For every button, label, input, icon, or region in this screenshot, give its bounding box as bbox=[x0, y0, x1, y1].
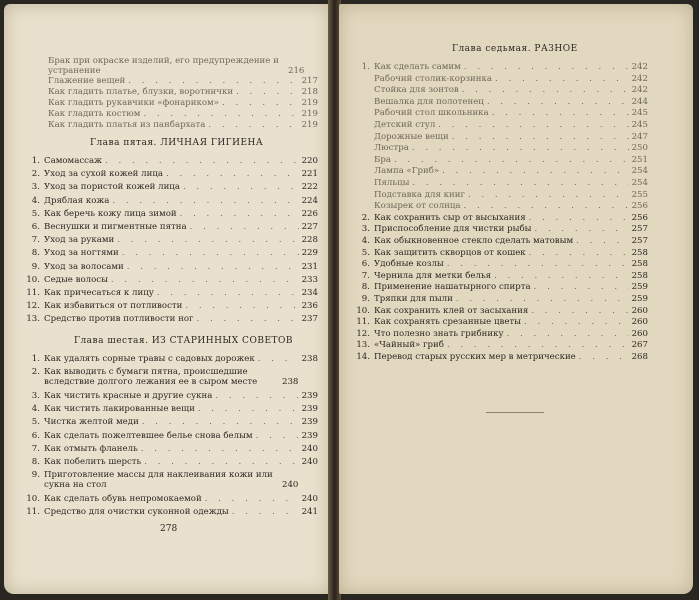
toc-entry bbox=[356, 85, 648, 95]
leader-dots bbox=[468, 190, 629, 200]
leader-dots bbox=[205, 494, 299, 504]
toc-entry bbox=[26, 301, 318, 311]
toc-entry bbox=[26, 314, 318, 324]
entry-title: Уход за сухой кожей лица bbox=[44, 169, 163, 180]
entry-title: Как обыкновенное стекло сделать матовым bbox=[374, 236, 574, 246]
entry-title: Как сделать обувь непромокаемой bbox=[44, 493, 202, 504]
leader-dots bbox=[157, 288, 299, 298]
entry-page: 226 bbox=[301, 208, 318, 219]
entry-title: Приспособление для чистки рыбы bbox=[374, 224, 532, 235]
toc-entry bbox=[26, 391, 318, 401]
entry-page: 236 bbox=[301, 301, 318, 312]
entry-number: 12. bbox=[26, 301, 40, 312]
leader-dots bbox=[180, 209, 299, 219]
entry-page: 228 bbox=[301, 235, 318, 246]
entry-title: Как чистить красные и другие сукна bbox=[44, 390, 213, 401]
entry-title: Перевод старых русских мер в метрические bbox=[374, 352, 576, 362]
entry-number: 10. bbox=[26, 493, 40, 504]
entry-number: 7. bbox=[361, 270, 370, 281]
leader-dots bbox=[183, 182, 299, 192]
toc-entry bbox=[26, 494, 318, 504]
entry-page: 258 bbox=[631, 259, 648, 270]
entry-page: 247 bbox=[631, 131, 648, 142]
entry-title: Как сделать самим bbox=[374, 62, 461, 72]
entry-number: 14. bbox=[356, 352, 370, 362]
toc-entry bbox=[356, 155, 648, 165]
entry-title: Веснушки и пигментные пятна bbox=[44, 222, 187, 232]
entry-page: 237 bbox=[301, 314, 318, 325]
leader-dots bbox=[166, 169, 299, 179]
entry-title: Тряпки для пыли bbox=[374, 294, 453, 304]
entry-number: 9. bbox=[361, 294, 370, 304]
entry-page: 239 bbox=[301, 417, 318, 428]
entry-title: Как удалять сорные травы с садовых дорожек bbox=[44, 354, 255, 364]
toc-entry: Брак при окраске изделий, его предупреждение и устранение 216 bbox=[48, 56, 305, 76]
entry-page: 256 bbox=[631, 212, 648, 223]
leader-dots bbox=[105, 156, 299, 166]
entry-page: 244 bbox=[631, 96, 648, 107]
leader-dots bbox=[142, 417, 299, 427]
leader-dots bbox=[442, 166, 628, 176]
entry-number: 11. bbox=[26, 288, 40, 298]
entry-number: 12. bbox=[356, 328, 370, 339]
entry-number: 4. bbox=[31, 195, 40, 206]
entry-title: Удобные козлы bbox=[374, 259, 444, 270]
toc-entry bbox=[356, 259, 648, 269]
entry-number: 2. bbox=[361, 212, 370, 223]
entry-title: Лампа «Гриб» bbox=[374, 166, 440, 177]
entry-title: «Чайный» гриб bbox=[374, 340, 444, 351]
leader-dots bbox=[141, 444, 299, 454]
leader-dots bbox=[529, 213, 629, 223]
toc-entry bbox=[356, 329, 648, 339]
entry-page: 240 bbox=[301, 443, 318, 454]
toc-entry bbox=[356, 108, 648, 118]
toc-entry bbox=[356, 306, 648, 316]
toc-entry: Как гладить костюм . . . 219 bbox=[48, 109, 318, 119]
toc-entry bbox=[26, 288, 318, 298]
entry-title: Уход за волосами bbox=[44, 261, 124, 272]
leader-dots bbox=[534, 282, 629, 292]
leader-dots bbox=[127, 262, 299, 272]
leader-dots bbox=[531, 306, 628, 316]
leader-dots bbox=[122, 248, 299, 258]
entry-title: Как сохранять срезанные цветы bbox=[374, 317, 522, 328]
entry-page: 240 bbox=[301, 493, 318, 504]
entry-title: Чистка желтой меди bbox=[44, 417, 139, 428]
entry-number: 8. bbox=[361, 282, 370, 293]
toc-entry bbox=[26, 235, 318, 245]
entry-number: 1. bbox=[361, 62, 370, 72]
leader-dots bbox=[412, 178, 628, 188]
entry-title: Дряблая кожа bbox=[44, 195, 110, 206]
leader-dots bbox=[487, 97, 629, 107]
page-number: 278 bbox=[160, 524, 178, 534]
entry-page: 242 bbox=[631, 85, 648, 96]
leader-dots bbox=[529, 248, 629, 258]
leader-dots bbox=[462, 85, 629, 95]
toc-entry bbox=[26, 222, 318, 232]
toc-entry: Как гладить платья из панбархата . . . 219 bbox=[48, 120, 318, 130]
entry-number: 9. bbox=[31, 261, 40, 272]
entry-number: 9. bbox=[31, 470, 40, 481]
leader-dots bbox=[117, 235, 298, 245]
leader-dots bbox=[111, 275, 299, 285]
entry-title: Как сохранить клей от засыхания bbox=[374, 305, 529, 316]
toc-entry bbox=[26, 209, 318, 219]
entry-number: 3. bbox=[361, 224, 370, 235]
toc-entry: Как гладить платье, блузки, воротнички . . . 218 bbox=[48, 87, 318, 97]
entry-page: 240 bbox=[282, 480, 299, 491]
toc-entry bbox=[356, 120, 648, 130]
entry-title: Бра bbox=[374, 154, 391, 165]
entry-number: 13. bbox=[26, 314, 40, 325]
entry-page: 238 bbox=[301, 354, 318, 364]
toc-entry bbox=[26, 182, 318, 192]
entry-page: 239 bbox=[301, 403, 318, 414]
toc-entry bbox=[26, 262, 318, 272]
toc-entry bbox=[356, 213, 648, 223]
entry-title: Как защитить скворцов от кошек bbox=[374, 247, 526, 258]
entry-title: Как выводить с бумаги пятна, происшедшие вследствие долгого лежания ее в сыром месте bbox=[44, 367, 258, 388]
entry-number: 5. bbox=[31, 417, 40, 428]
toc-entry bbox=[356, 352, 648, 362]
entry-page: 257 bbox=[631, 236, 648, 246]
toc-entry bbox=[26, 457, 318, 467]
entry-page: 258 bbox=[631, 247, 648, 258]
leader-dots bbox=[185, 301, 298, 311]
leader-dots bbox=[197, 314, 299, 324]
entry-number: 11. bbox=[26, 507, 40, 517]
entry-title: Что полезно знать грибнику bbox=[374, 328, 504, 339]
toc-entry bbox=[356, 282, 648, 292]
entry-number: 6. bbox=[31, 222, 40, 232]
toc-entry bbox=[26, 417, 318, 427]
entry-page: 238 bbox=[282, 377, 299, 388]
toc-entry bbox=[26, 470, 318, 490]
toc-entry bbox=[26, 275, 318, 285]
entry-number: 3. bbox=[31, 182, 40, 193]
toc-entry bbox=[26, 169, 318, 179]
toc-entry bbox=[356, 271, 648, 281]
entry-number: 8. bbox=[31, 248, 40, 259]
leader-dots bbox=[494, 271, 629, 281]
divider bbox=[486, 412, 544, 413]
leader-dots bbox=[495, 74, 629, 84]
entry-page: 268 bbox=[631, 352, 648, 362]
entry-page: 224 bbox=[301, 195, 318, 206]
leader-dots bbox=[232, 507, 299, 517]
chapter-heading: Глава шестая. ИЗ СТАРИННЫХ СОВЕТОВ bbox=[74, 336, 294, 346]
entry-page: 231 bbox=[301, 261, 318, 272]
leader-dots bbox=[256, 431, 299, 441]
entry-page: 256 bbox=[631, 201, 648, 212]
entry-number: 6. bbox=[361, 259, 370, 270]
entry-number: 7. bbox=[31, 235, 40, 246]
entry-number: 4. bbox=[361, 236, 370, 246]
entry-page: 239 bbox=[301, 430, 318, 441]
leader-dots bbox=[215, 391, 298, 401]
entry-title: Люстра bbox=[374, 143, 409, 154]
entry-page: 257 bbox=[631, 224, 648, 235]
entry-title: Рабочий стол школьника bbox=[374, 108, 489, 119]
toc-entry bbox=[26, 507, 318, 517]
entry-page: 233 bbox=[301, 274, 318, 285]
entry-title: Уход за пористой кожей лица bbox=[44, 182, 180, 193]
entry-page: 258 bbox=[631, 270, 648, 281]
leader-dots bbox=[579, 352, 629, 362]
leader-dots bbox=[464, 201, 629, 211]
entry-page: 234 bbox=[301, 288, 318, 298]
leader-dots bbox=[190, 222, 299, 232]
toc-entry bbox=[356, 340, 648, 350]
entry-number: 1. bbox=[31, 354, 40, 364]
entry-title: Детский стул bbox=[374, 120, 436, 130]
toc-entry bbox=[356, 201, 648, 211]
chapter-heading: Глава седьмая. РАЗНОЕ bbox=[452, 44, 578, 54]
entry-page: 222 bbox=[301, 182, 318, 193]
toc-entry bbox=[26, 431, 318, 441]
leader-dots bbox=[394, 155, 629, 165]
leader-dots bbox=[492, 108, 629, 118]
entry-page: 260 bbox=[631, 305, 648, 316]
entry-title: Чернила для метки белья bbox=[374, 270, 492, 281]
toc-entry bbox=[26, 196, 318, 206]
entry-title: Как сохранить сыр от высыхания bbox=[374, 212, 526, 223]
toc-entry bbox=[26, 404, 318, 414]
leader-dots bbox=[412, 143, 629, 153]
toc-entry bbox=[356, 143, 648, 153]
entry-page: 259 bbox=[631, 294, 648, 304]
entry-title: Дорожные вещи bbox=[374, 131, 449, 142]
toc-entry: Как гладить рукавчики «фонариком» . . . 219 bbox=[48, 98, 318, 108]
leader-dots bbox=[576, 236, 628, 246]
entry-number: 6. bbox=[31, 430, 40, 441]
entry-number: 1. bbox=[31, 156, 40, 166]
toc-entry: Глажение вещей . . . 217 bbox=[48, 76, 318, 86]
leader-dots bbox=[447, 340, 629, 350]
entry-page: 242 bbox=[631, 62, 648, 72]
entry-page: 259 bbox=[631, 282, 648, 293]
leader-dots bbox=[464, 62, 629, 72]
entry-page: 260 bbox=[631, 317, 648, 328]
entry-page: 220 bbox=[301, 156, 318, 166]
entry-title: Вешалка для полотенец bbox=[374, 96, 484, 107]
entry-number: 10. bbox=[356, 305, 370, 316]
toc-entry bbox=[26, 248, 318, 258]
entry-title: Как сделать пожелтевшее белье снова белым bbox=[44, 430, 253, 441]
entry-title: Уход за руками bbox=[44, 235, 115, 246]
entry-title: Средство против потливости ног bbox=[44, 314, 194, 325]
entry-page: 221 bbox=[301, 169, 318, 180]
entry-number: 3. bbox=[31, 390, 40, 401]
entry-number: 8. bbox=[31, 457, 40, 468]
leader-dots bbox=[524, 317, 629, 327]
entry-number: 5. bbox=[361, 247, 370, 258]
leader-dots bbox=[258, 354, 299, 364]
entry-page: 245 bbox=[631, 108, 648, 119]
entry-number: 2. bbox=[31, 169, 40, 180]
toc-entry bbox=[356, 178, 648, 188]
leader-dots bbox=[534, 224, 628, 234]
entry-title: Как побелить шерсть bbox=[44, 457, 142, 468]
entry-page: 241 bbox=[301, 507, 318, 517]
entry-title: Как отмыть фланель bbox=[44, 443, 138, 454]
entry-title: Как беречь кожу лица зимой bbox=[44, 208, 177, 219]
entry-number: 10. bbox=[26, 274, 40, 285]
entry-title: Средство для очистки суконной одежды bbox=[44, 507, 229, 517]
toc-entry bbox=[356, 190, 648, 200]
entry-number: 4. bbox=[31, 403, 40, 414]
entry-page: 251 bbox=[631, 154, 648, 165]
entry-title: Уход за ногтями bbox=[44, 248, 119, 259]
entry-title: Приготовление массы для наклеивания кожи или сукна на стол bbox=[44, 470, 273, 491]
entry-page: 255 bbox=[631, 189, 648, 200]
chapter-heading: Глава пятая. ЛИЧНАЯ ГИГИЕНА bbox=[90, 138, 264, 148]
entry-page: 267 bbox=[631, 340, 648, 351]
toc-entry bbox=[356, 166, 648, 176]
toc-entry bbox=[356, 74, 648, 84]
entry-title: Как причесаться к лицу bbox=[44, 288, 154, 298]
leader-dots bbox=[438, 120, 628, 130]
entry-number: 13. bbox=[356, 340, 370, 351]
entry-page: 227 bbox=[301, 222, 318, 232]
entry-page: 254 bbox=[631, 178, 648, 188]
entry-number: 7. bbox=[31, 443, 40, 454]
entry-number: 2. bbox=[31, 367, 40, 378]
toc-entry bbox=[356, 97, 648, 107]
toc-entry bbox=[26, 156, 318, 166]
leader-dots bbox=[507, 329, 629, 339]
entry-title: Козырек от солнца bbox=[374, 201, 461, 212]
leader-dots bbox=[112, 196, 298, 206]
toc-entry bbox=[356, 62, 648, 72]
leader-dots bbox=[198, 404, 299, 414]
toc-entry bbox=[356, 317, 648, 327]
leader-dots bbox=[456, 294, 629, 304]
entry-title: Рабочий столик-корзинка bbox=[374, 73, 493, 84]
toc-entry bbox=[26, 354, 318, 364]
entry-page: 250 bbox=[631, 143, 648, 154]
toc-entry bbox=[26, 444, 318, 454]
entry-title: Пяльцы bbox=[374, 178, 410, 188]
entry-page: 242 bbox=[631, 73, 648, 84]
toc-entry bbox=[26, 367, 318, 387]
entry-title: Стойка для зонтов bbox=[374, 85, 459, 96]
leader-dots bbox=[447, 259, 629, 269]
entry-title: Как избавиться от потливости bbox=[44, 301, 183, 312]
entry-page: 240 bbox=[301, 457, 318, 468]
entry-title: Подставка для книг bbox=[374, 189, 465, 200]
toc-entry bbox=[356, 132, 648, 142]
entry-number: 11. bbox=[356, 317, 370, 328]
toc-entry bbox=[356, 224, 648, 234]
toc-entry bbox=[356, 294, 648, 304]
toc-entry bbox=[356, 248, 648, 258]
leader-dots bbox=[144, 457, 298, 467]
entry-page: 245 bbox=[631, 120, 648, 130]
entry-page: 229 bbox=[301, 248, 318, 259]
entry-page: 239 bbox=[301, 390, 318, 401]
entry-number: 5. bbox=[31, 208, 40, 219]
toc-entry bbox=[356, 236, 648, 246]
leader-dots bbox=[452, 132, 629, 142]
entry-title: Применение нашатырного спирта bbox=[374, 282, 531, 293]
entry-page: 260 bbox=[631, 328, 648, 339]
entry-title: Как чистить лакированные вещи bbox=[44, 403, 195, 414]
entry-page: 254 bbox=[631, 166, 648, 177]
entry-title: Самомассаж bbox=[44, 156, 103, 166]
entry-title: Седые волосы bbox=[44, 274, 108, 285]
